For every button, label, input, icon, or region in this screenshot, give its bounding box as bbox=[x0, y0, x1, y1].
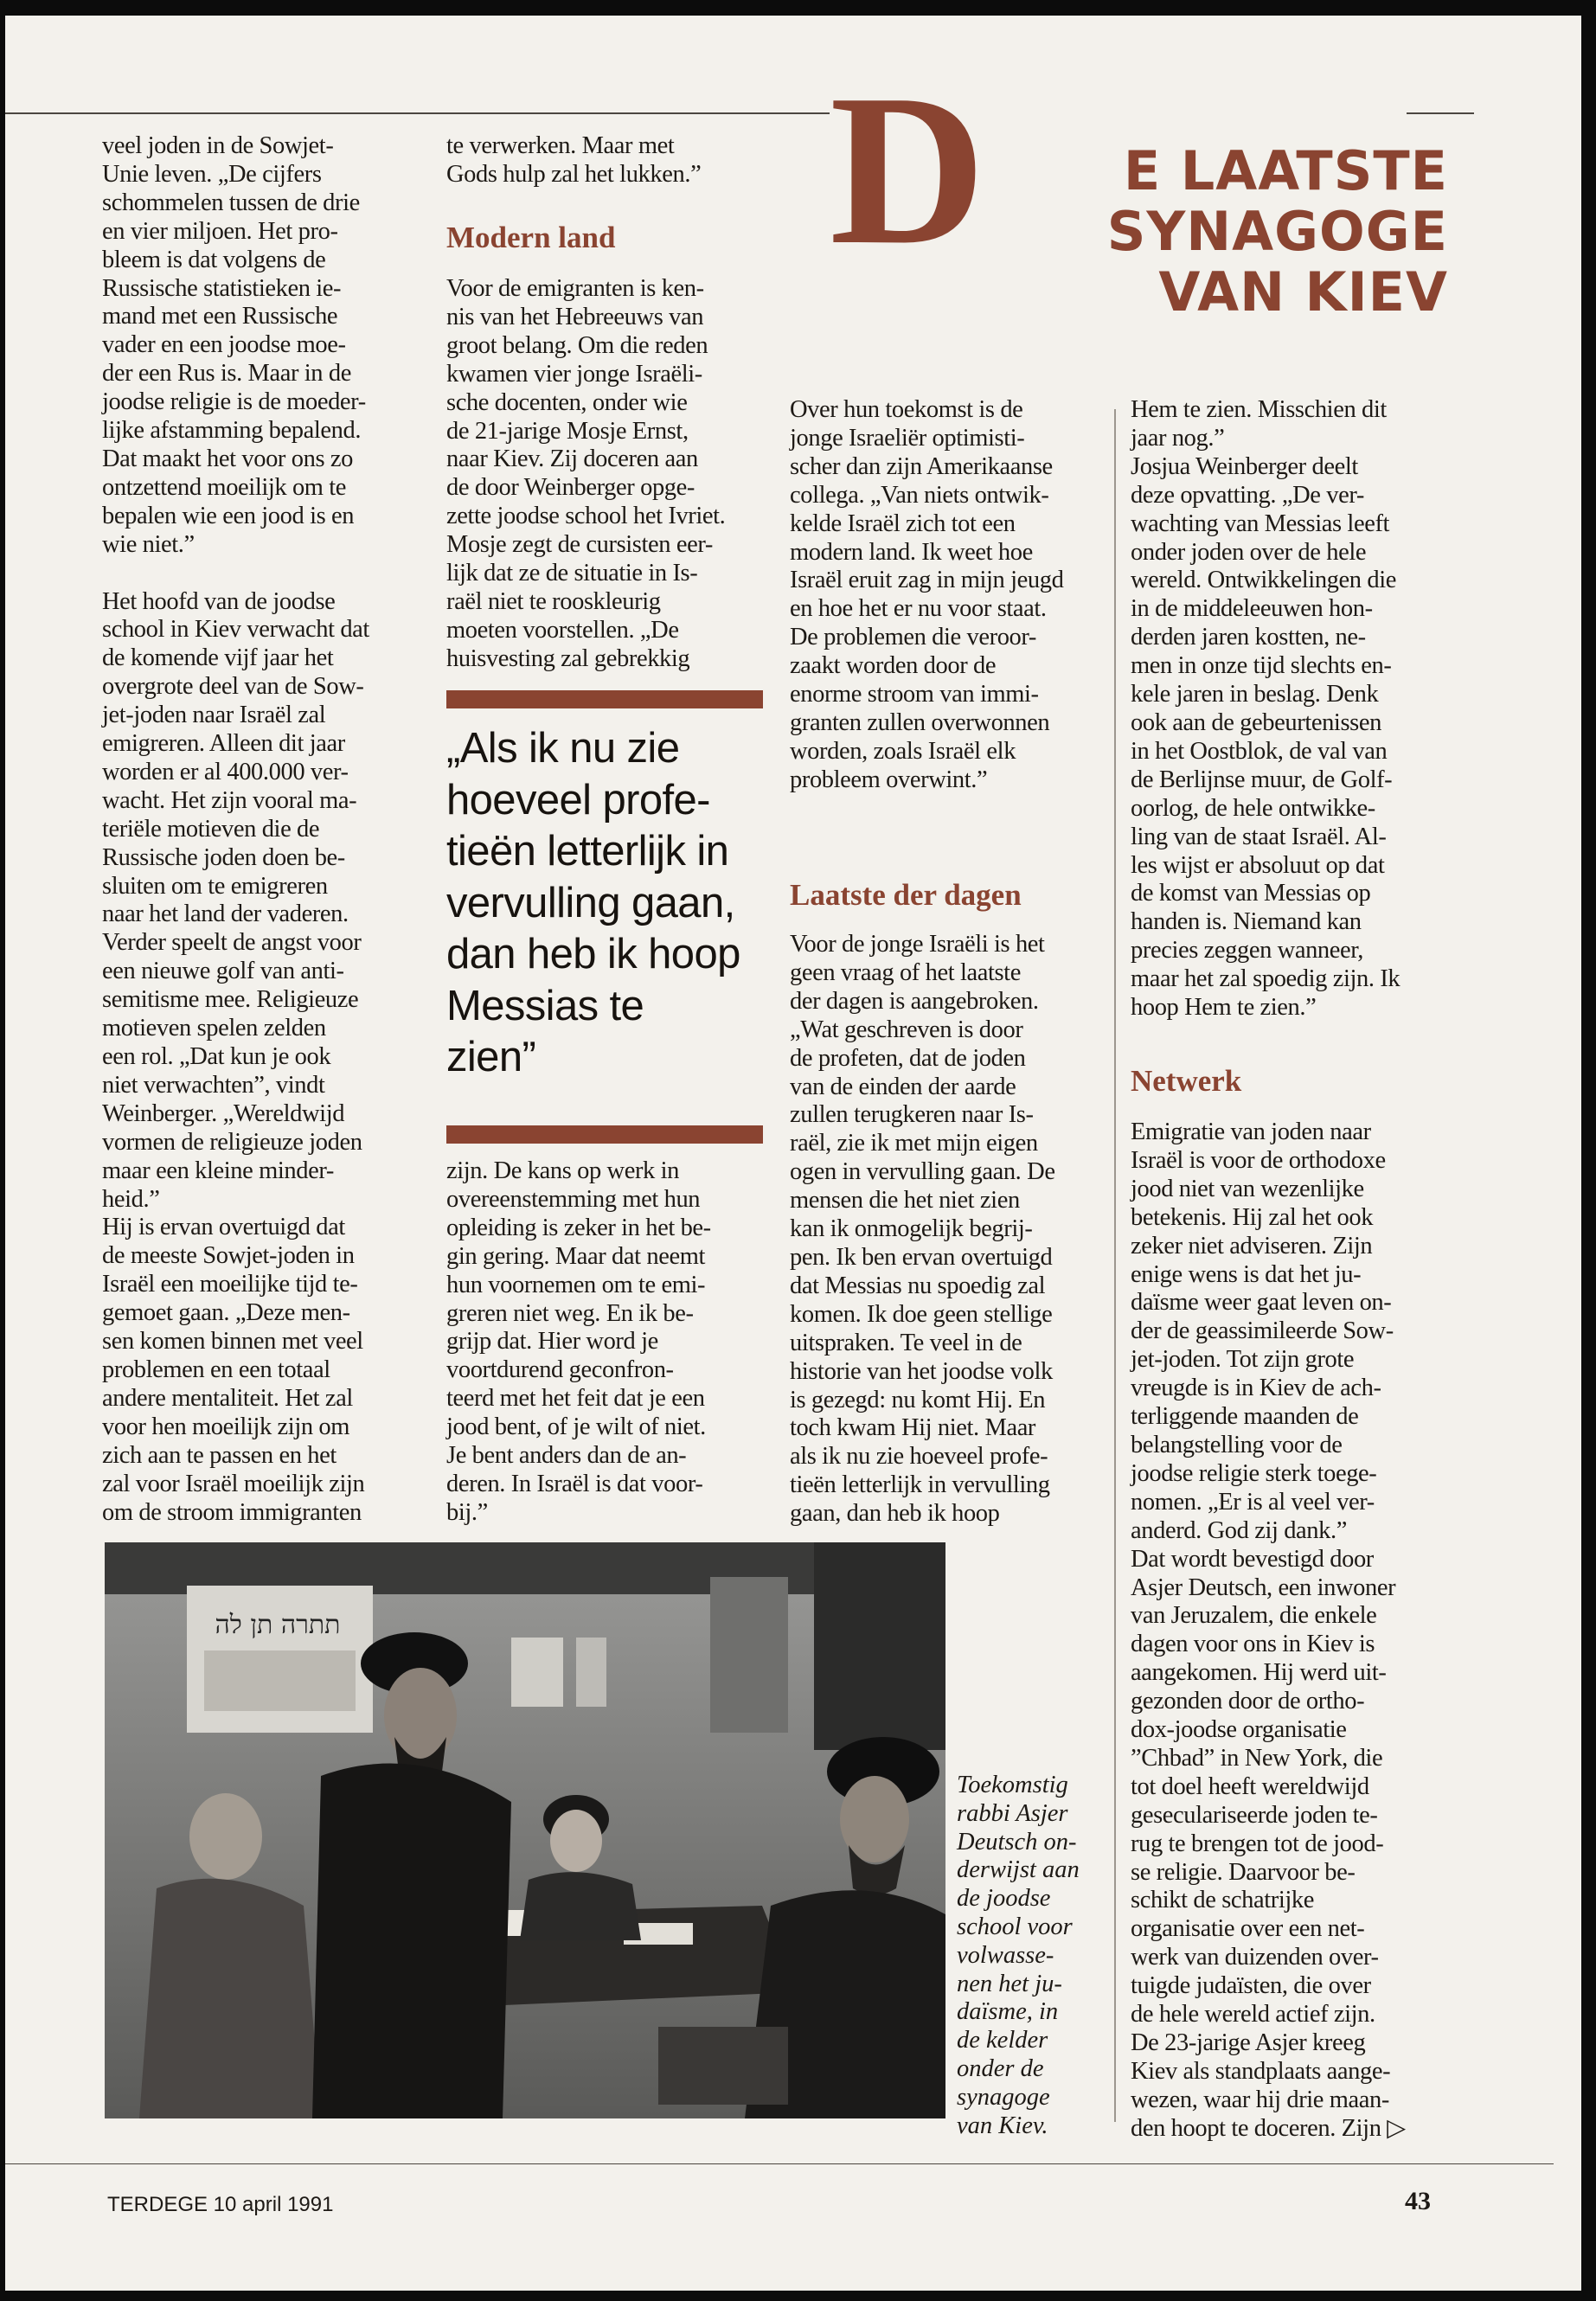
title-initial: D bbox=[830, 50, 986, 290]
top-rule-right bbox=[1407, 112, 1474, 114]
column-2-bottom-text: zijn. De kans op werk in overeenstemming met hun opleiding is zeker in het be- gin gering. Maar dat neemt hun voornemen om te emi- greren niet weg. En ik be- grijp dat. Hier word je voortdurend geconfron- teerd met het feit dat je een jood bent, of je wilt of niet. Je bent anders dan de an- deren. In Israël is dat voor- bij.” bbox=[446, 1157, 711, 1526]
footer-rule bbox=[5, 2163, 1554, 2164]
top-rule bbox=[5, 112, 830, 114]
column-1-text: veel joden in de Sowjet- Unie leven. „De cijfers schommelen tussen de drie en vier miljoen. Het pro- bleem is dat volgens de Russische statistieken ie- mand met een Russische vader en een joodse moe- der een Rus is. Maar in de joodse religie is de moeder- lijke afstamming bepalend. Dat maakt het voor ons zo ontzettend moeilijk om te bepalen wie een jood is en wie niet.” Het hoofd van de joodse school in Kiev verwacht dat de komende vijf jaar het overgrote deel van de Sow- jet-joden naar Israël zal emigreren. Alleen dit jaar worden er al 400.000 ver- wacht. Het zijn vooral ma- teriële motieven die de Russische joden doen be- sluiten om te emigreren naar het land der vaderen. Verder speelt de angst voor een nieuwe golf van anti- semitisme mee. Religieuze motieven spelen zelden een rol. „Dat kun je ook niet verwachten”, vindt Weinberger. „Wereldwijd vormen de religieuze joden maar een kleine minder- heid.” Hij is ervan overtuigd dat de meeste Sowjet-joden in Israël een moeilijke tijd te- gemoet gaan. „Deze men- sen komen binnen met veel problemen en een totaal andere mentaliteit. Het zal voor hen moeilijk zijn om zich aan te passen en het zal voor Israël moeilijk zijn om de stroom immigranten bbox=[102, 132, 369, 1526]
title-line-2: SYNAGOGE bbox=[1106, 200, 1448, 263]
photo-caption: Toekomstig rabbi Asjer Deutsch on- derwijst aan de joodse school voor volwasse- nen het ju- daïsme, in de kelder onder de synagoge van Kiev. bbox=[957, 1772, 1080, 2139]
column-3-top-text: Over hun toekomst is de jonge Israeliër optimisti- scher dan zijn Amerikaanse collega. „Van niets ontwik- kelde Israël zich tot een modern land. Ik weet hoe Israël eruit zag in mijn jeugd en hoe het er nu voor staat. De problemen die veroor- zaakt worden door de enorme stroom van immi- granten zullen overwonnen worden, zoals Israël elk probleem overwint.” bbox=[790, 396, 1064, 793]
column-2-top-text: te verwerken. Maar met Gods hulp zal het lukken.” bbox=[446, 132, 702, 188]
article-title bbox=[974, 141, 1448, 323]
column-divider bbox=[1114, 409, 1116, 2122]
title-line-1: E LAATSTE bbox=[1123, 139, 1448, 202]
section-heading-laatste-der-dagen: Laatste der dagen bbox=[790, 878, 1022, 912]
pull-quote-top-bar bbox=[446, 690, 763, 708]
magazine-page bbox=[5, 16, 1581, 2291]
pull-quote-bottom-bar bbox=[446, 1125, 763, 1144]
classroom-photo bbox=[105, 1542, 945, 2118]
column-4-body-text: Emigratie van joden naar Israël is voor de orthodoxe jood niet van wezenlijke betekenis. Hij zal het ook zeker niet adviseren. Zijn enige wens is dat het ju- daïsme weer gaat leven on- der de geassimileerde Sow- jet-joden. Tot zijn grote vreugde is in Kiev de ach- terliggende maanden de belangstelling voor de joodse religie sterk toege- nomen. „Er is al veel ver- anderd. God zij dank.” Dat wordt bevestigd door Asjer Deutsch, een inwoner van Jeruzalem, die enkele dagen voor ons in Kiev is aangekomen. Hij werd uit- gezonden door de ortho- dox-joodse organisatie ”Chbad” in New York, die tot doel heeft wereldwijd geseculariseerde joden te- rug te brengen tot de jood- se religie. Daarvoor be- schikt de schatrijke organisatie over een net- werk van duizenden over- tuigde judaïsten, die over de hele wereld actief zijn. De 23-jarige Asjer kreeg Kiev als standplaats aange- wezen, waar hij drie maan- den hoopt te doceren. Zijn ▷ bbox=[1131, 1118, 1406, 2142]
title-line-3: VAN KIEV bbox=[1158, 260, 1448, 324]
classroom-photo-illustration bbox=[105, 1542, 945, 2118]
section-heading-modern-land: Modern land bbox=[446, 221, 616, 254]
column-4-top-text: Hem te zien. Misschien dit jaar nog.” Josjua Weinberger deelt deze opvatting. „De ver- wachting van Messias leeft onder joden over de hele wereld. Ontwikkelingen die in de middeleeuwen hon- derden jaren kostten, ne- men in onze tijd slechts en- kele jaren in beslag. Denk ook aan de gebeurtenissen in het Oostblok, de val van de Berlijnse muur, de Golf- oorlog, de hele ontwikke- ling van de staat Israël. Al- les wijst er absoluut op dat de komst van Messias op handen is. Niemand kan precies zeggen wanneer, maar het zal spoedig zijn. Ik hoop Hem te zien.” bbox=[1131, 396, 1401, 1022]
section-heading-netwerk: Netwerk bbox=[1131, 1064, 1242, 1098]
column-3-body-text: Voor de jonge Israëli is het geen vraag of het laatste der dagen is aangebroken. „Wat geschreven is door de profeten, dat de joden van de einden der aarde zullen terugkeren naar Is- raël, zie ik met mijn eigen ogen in vervulling gaan. De mensen die het niet zien kan ik onmogelijk begrij- pen. Ik ben ervan overtuigd dat Messias nu spoedig zal komen. Ik doe geen stellige uitspraken. Te veel in de historie van het joodse volk is gezegd: nu komt Hij. En toch kwam Hij niet. Maar als ik nu zie hoeveel profe- tieën letterlijk in vervulling gaan, dan heb ik hoop bbox=[790, 931, 1055, 1528]
footer-magazine-date: TERDEGE 10 april 1991 bbox=[107, 2193, 334, 2216]
banner-hebrew-text: תתרה תן לה bbox=[215, 1610, 341, 1640]
page-number: 43 bbox=[1405, 2187, 1431, 2215]
column-2-mid-text: Voor de emigranten is ken- nis van het Hebreeuws van groot belang. Om die reden kwamen vier jonge Israëli- sche docenten, onder wie de 21-jarige Mosje Ernst, naar Kiev. Zij doceren aan de door Weinberger opge- zette joodse school het Ivriet. Mosje zegt de cursisten eer- lijk dat ze de situatie in Is- raël niet te rooskleurig moeten voorstellen. „De huisvesting zal gebrekkig bbox=[446, 275, 726, 672]
pull-quote: „Als ik nu zie hoeveel profe- tieën letterlijk in vervulling gaan, dan heb ik hoop Messias te zien” bbox=[446, 725, 740, 1080]
